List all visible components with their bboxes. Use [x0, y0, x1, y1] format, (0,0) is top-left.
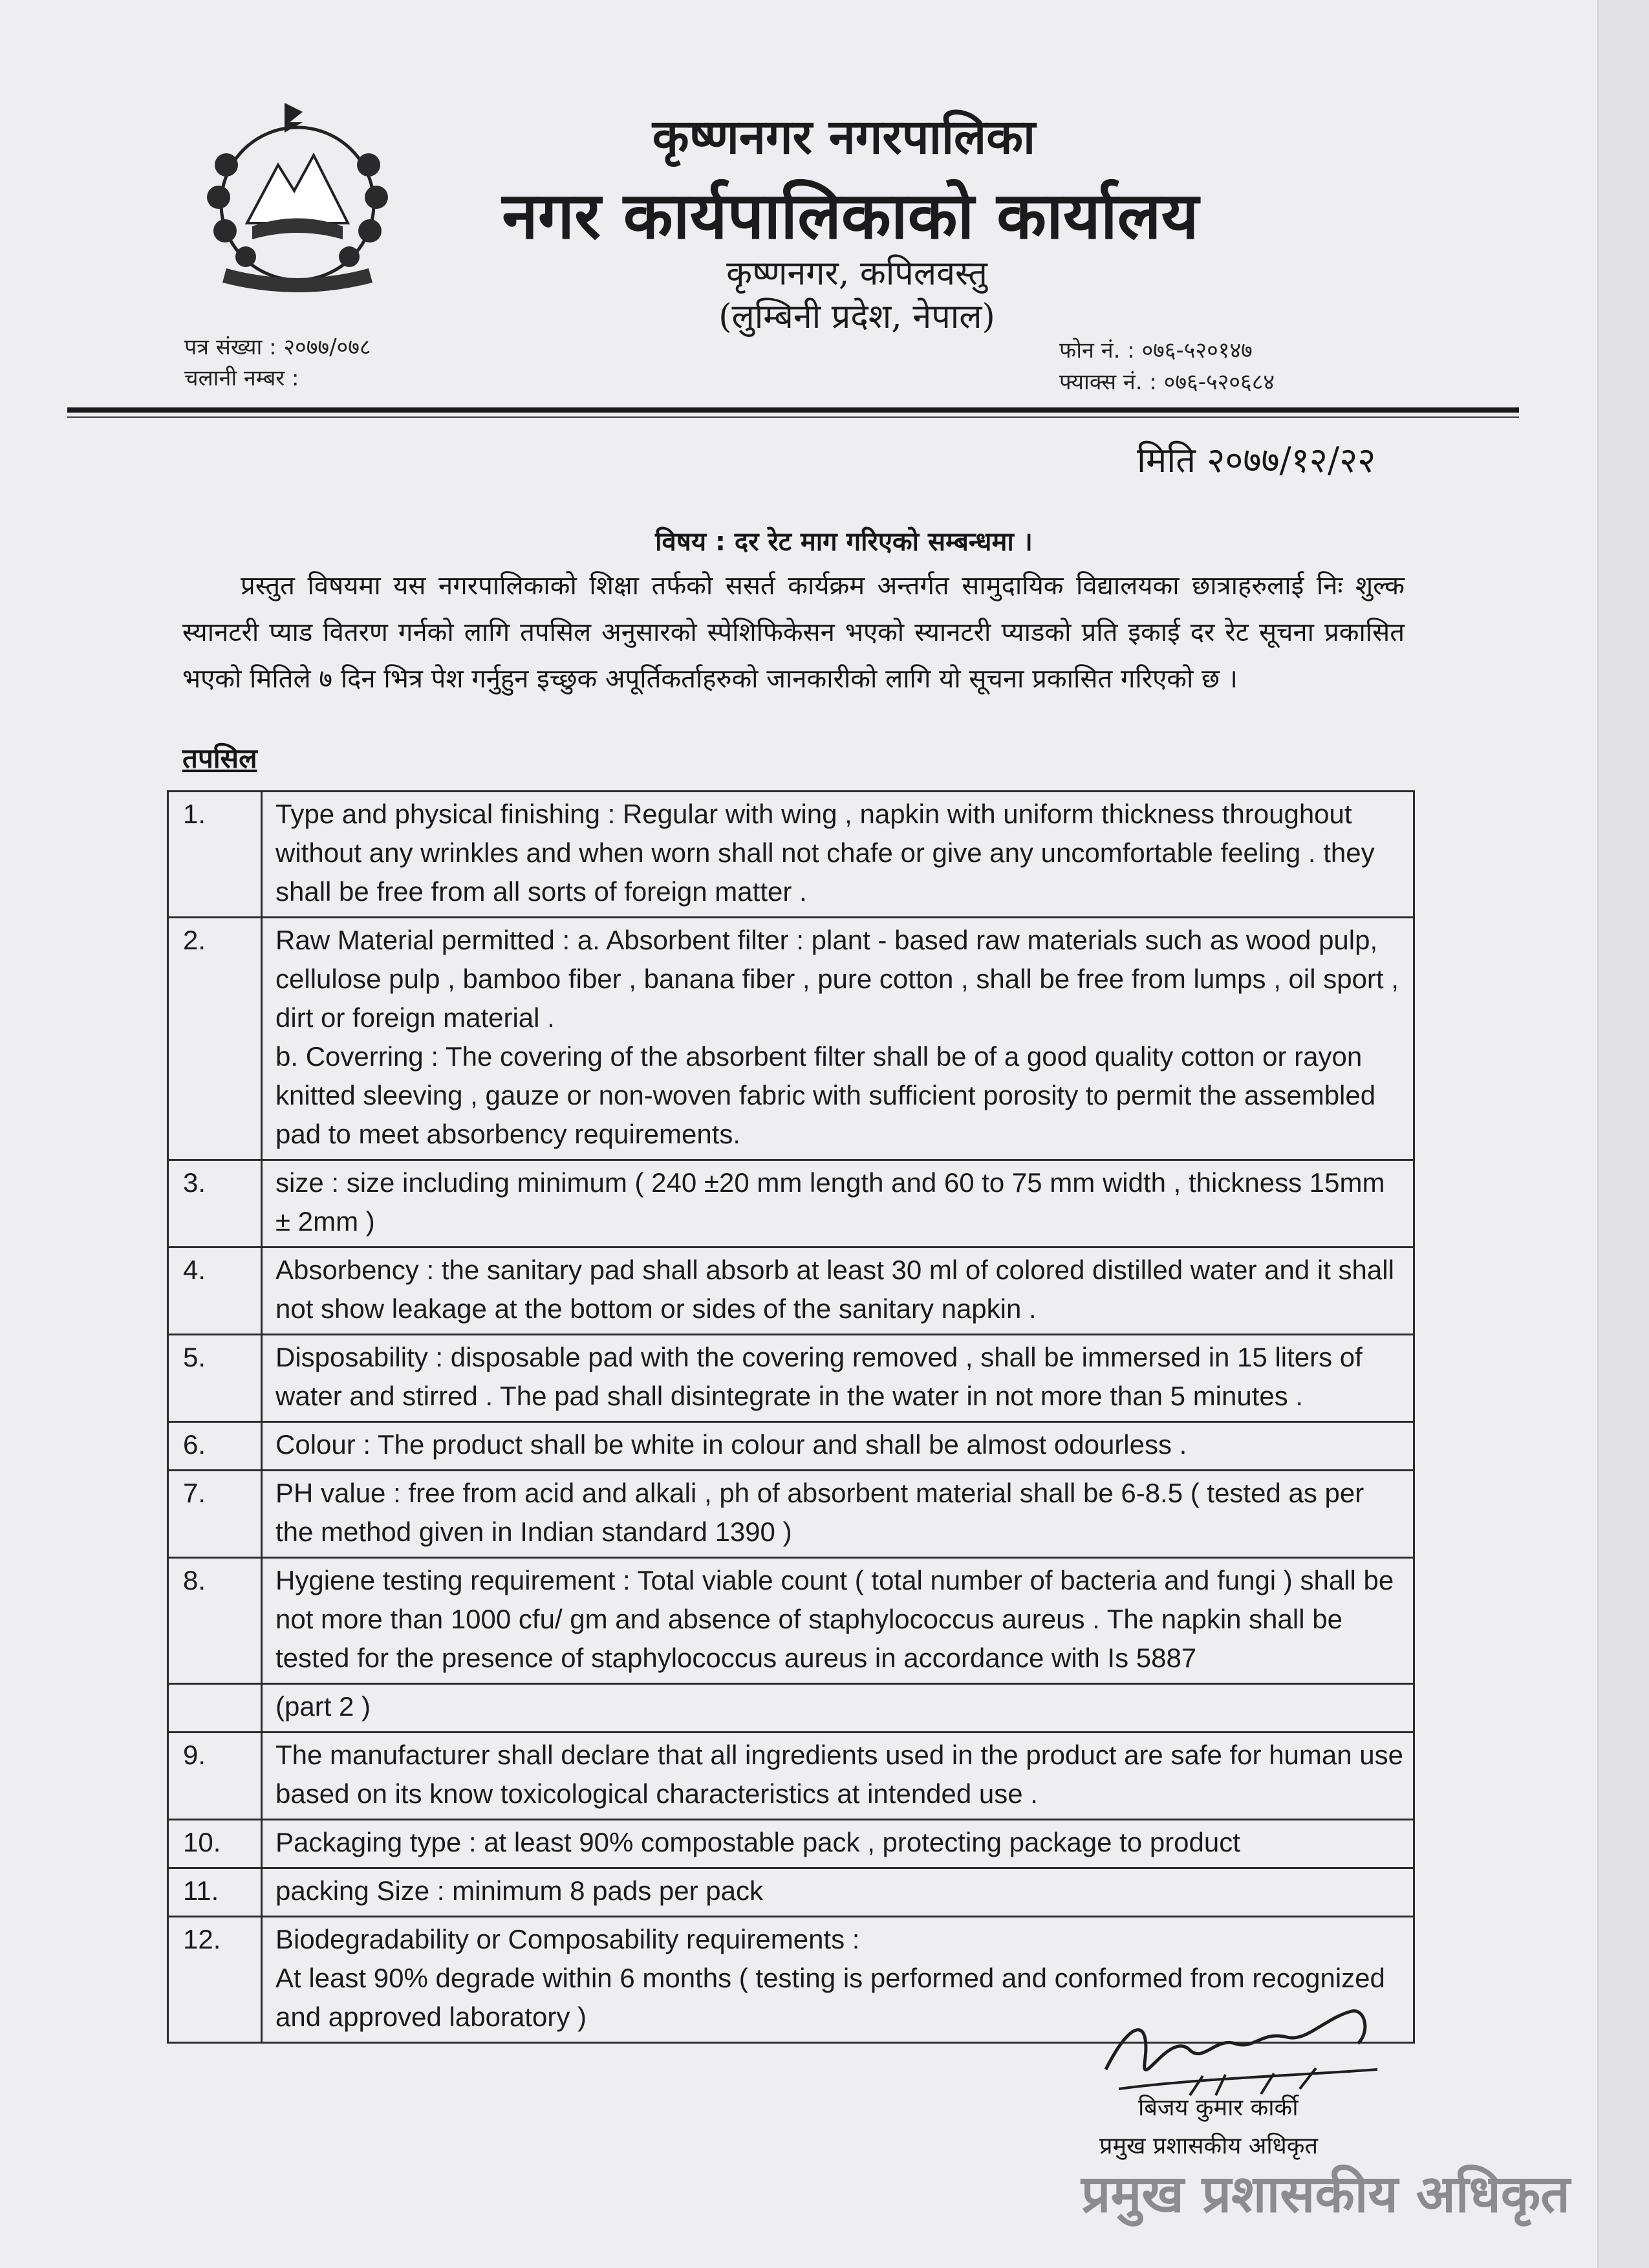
fax-number: फ्याक्स नं. : ०७६-५२०६८४ [1059, 369, 1275, 395]
spec-text: Absorbency : the sanitary pad shall absorb at least 30 ml of colored distilled water and it shall not show leakage at the bottom or sides of the sanitary napkin . [262, 1247, 1414, 1335]
spec-text: (part 2 ) [262, 1684, 1414, 1733]
signer-title: प्रमुख प्रशासकीय अधिकृत [1099, 2133, 1318, 2159]
office-name: नगर कार्यपालिकाको कार्यालय [502, 177, 1199, 254]
spec-number: 2. [168, 918, 262, 1160]
body-paragraph: प्रस्तुत विषयमा यस नगरपालिकाको शिक्षा तर्फको ससर्त कार्यक्रम अन्तर्गत सामुदायिक विद्यालयका छात्राहरुलाई निः शुल्क स्यानटरी प्याड वितरण गर्नको लागि तपसिल अनुसारको स्पेशिफिकेसन भएको स्यानटरी प्याडको प्रति इकाई दर रेट सूचना प्रकासित भएको मितिले ७ दिन भित्र पेश गर्नुहुन इच्छुक अपूर्तिकर्ताहरुको जानकारीको लागि यो सूचना प्रकासित गरिएको छ । [182, 571, 1405, 694]
spec-text: Packaging type : at least 90% compostable pack , protecting package to product [262, 1820, 1414, 1868]
table-row [168, 1422, 1414, 1471]
dispatch-number: चलानी नम्बर : [184, 365, 299, 391]
spec-number: 7. [168, 1471, 262, 1558]
office-address: कृष्णनगर, कपिलवस्तु [726, 254, 987, 293]
spec-text: Hygiene testing requirement : Total viable count ( total number of bacteria and fungi ) shall be not more than 1000 cfu/ gm and absence of staphylococcus aureus . The napkin shall be tested for the presence of staphylococcus aureus in accordance with Is 5887 [262, 1558, 1414, 1684]
letter-date: मिति २०७७/१२/२२ [1137, 440, 1376, 481]
spec-text: Type and physical finishing : Regular with wing , napkin with uniform thickness throughout without any wrinkles and when worn shall not chafe or give any uncomfortable feeling . they shall be free from all sorts of foreign matter . [262, 792, 1414, 918]
spec-text: Biodegradability or Composability requirements : [275, 1924, 860, 1954]
spec-number: 3. [168, 1160, 262, 1247]
letter-subject: विषय : दर रेट माग गरिएको सम्बन्धमा । [655, 527, 1033, 557]
table-row [168, 1471, 1414, 1558]
spec-text: size : size including minimum ( 240 ±20 mm length and 60 to 75 mm width , thickness 15mm ± 2mm ) [262, 1160, 1414, 1247]
spec-text: packing Size : minimum 8 pads per pack [262, 1868, 1414, 1917]
spec-number: 6. [168, 1422, 262, 1471]
spec-number: 5. [168, 1335, 262, 1422]
spec-text: Raw Material permitted : a. Absorbent filter : plant - based raw materials such as wood pulp, cellulose pulp , bamboo fiber , banana fiber , pure cotton , shall be free from lumps , oil sport , dirt or foreign material . [275, 925, 1399, 1033]
spec-text-continued: At least 90% degrade within 6 months ( testing is performed and conformed from recognized and approved laboratory ) [275, 1963, 1385, 2032]
specification-table [167, 790, 1415, 2044]
spec-text: PH value : free from acid and alkali , ph of absorbent material shall be 6-8.5 ( tested as per the method given in Indian standard 1390 ) [262, 1471, 1414, 1558]
phone-number: फोन नं. : ०७६-५२०१४७ [1059, 338, 1253, 363]
spec-number: 4. [168, 1247, 262, 1335]
spec-text: The manufacturer shall declare that all ingredients used in the product are safe for human use based on its know toxicological characteristics at intended use . [262, 1733, 1414, 1820]
spec-number: 12. [168, 1917, 262, 2043]
spec-number: 11. [168, 1868, 262, 1917]
details-heading: तपसिल [182, 742, 257, 774]
municipality-name: कृष्णनगर नगरपालिका [652, 109, 1036, 165]
header-divider [67, 407, 1519, 413]
table-row [168, 918, 1414, 1160]
spec-text-continued: b. Coverring : The covering of the absorbent filter shall be of a good quality cotton or rayon knitted sleeving , gauze or non-woven fabric with sufficient porosity to permit the assembled pad to meet absorbency requirements. [275, 1041, 1376, 1149]
table-row [168, 1558, 1414, 1684]
spec-number: 1. [168, 792, 262, 918]
spec-text: Colour : The product shall be white in colour and shall be almost odourless . [262, 1422, 1414, 1471]
table-row [168, 1733, 1414, 1820]
spec-number: 8. [168, 1558, 262, 1684]
paper-edge [1597, 0, 1649, 2268]
spec-text: Disposability : disposable pad with the covering removed , shall be immersed in 15 liters of water and stirred . The pad shall disintegrate in the water in not more than 5 minutes . [262, 1335, 1414, 1422]
table-row [168, 1160, 1414, 1247]
letter-number: पत्र संख्या : २०७७/०७८ [184, 334, 371, 360]
office-province: (लुम्बिनी प्रदेश, नेपाल) [718, 297, 995, 336]
signer-name: बिजय कुमार कार्की [1138, 2095, 1299, 2121]
table-row [168, 1868, 1414, 1917]
table-row [168, 792, 1414, 918]
table-row [168, 1684, 1414, 1733]
spec-number: 9. [168, 1733, 262, 1820]
header-divider-thin [67, 416, 1519, 418]
table-row [168, 1820, 1414, 1868]
table-row [168, 1335, 1414, 1422]
spec-cell [262, 918, 1414, 1160]
official-stamp: प्रमुख प्रशासकीय अधिकृत [1081, 2163, 1570, 2224]
table-row [168, 1247, 1414, 1335]
spec-number [168, 1684, 262, 1733]
spec-number: 10. [168, 1820, 262, 1868]
